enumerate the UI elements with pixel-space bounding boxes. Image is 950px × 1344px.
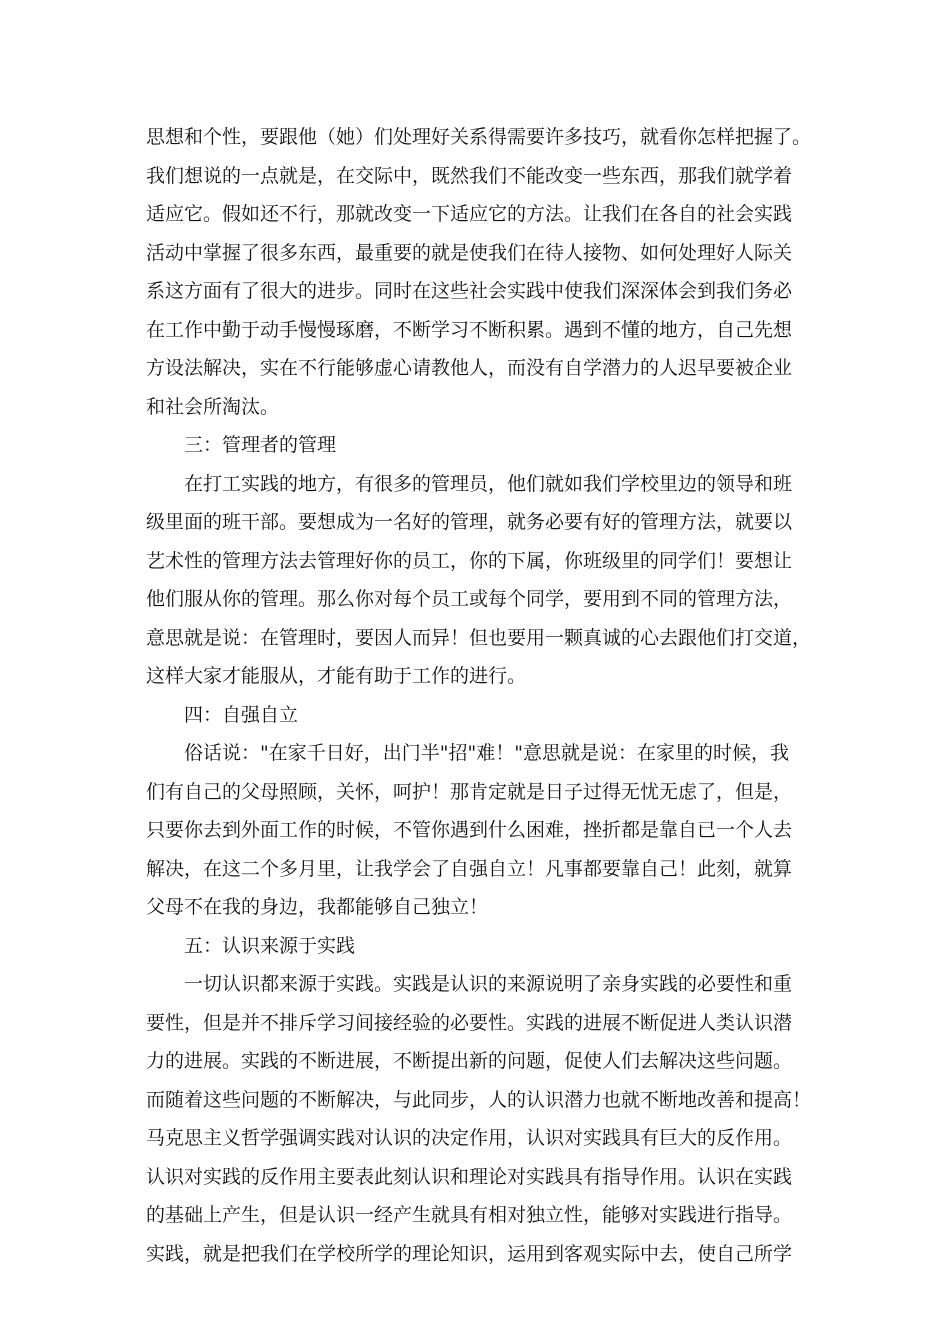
text-line: 他们服从你的管理。那么你对每个员工或每个同学，要用到不同的管理方法， (146, 588, 793, 610)
section-heading: 三：管理者的管理 (184, 434, 337, 456)
section-heading: 五：认识来源于实践 (184, 934, 356, 957)
text-line: 艺术性的管理方法去管理好你的员工，你的下属，你班级里的同学们！要想让 (146, 549, 793, 572)
text-line: 级里面的班干部。要想成为一名好的管理，就务必要有好的管理方法，就要以 (146, 511, 793, 533)
text-line: 活动中掌握了很多东西，最重要的就是使我们在待人接物、如何处理好人际关 (146, 241, 793, 264)
text-line: 解决，在这二个多月里，让我学会了自强自立！凡事都要靠自己！此刻，就算 (146, 857, 793, 880)
text-line: 这样大家才能服从，才能有助于工作的进行。 (146, 665, 527, 687)
text-line: 和社会所淘汰。 (146, 395, 280, 418)
text-line: 父母不在我的身边，我都能够自己独立！ (146, 896, 489, 918)
text-line: 力的进展。实践的不断进展，不断提出新的问题，促使人们去解决这些问题。 (146, 1050, 793, 1072)
document-body (146, 118, 810, 1273)
text-line: 实践，就是把我们在学校所学的理论知识，运用到客观实际中去，使自己所学 (146, 1242, 793, 1265)
text-line: 适应它。假如还不行，那就改变一下适应它的方法。让我们在各自的社会实践 (146, 203, 793, 225)
text-line: 在打工实践的地方，有很多的管理员，他们就如我们学校里边的领导和班 (184, 472, 793, 495)
text-line: 思想和个性，要跟他（她）们处理好关系得需要许多技巧，就看你怎样把握了。 (146, 126, 812, 148)
section-heading: 四：自强自立 (184, 703, 299, 726)
text-line: 我们想说的一点就是，在交际中，既然我们不能改变一些东西，那我们就学着 (146, 164, 793, 187)
text-line: 而随着这些问题的不断解决，与此同步，人的认识潜力也就不断地改善和提高！ (146, 1088, 812, 1111)
text-line: 只要你去到外面工作的时候，不管你遇到什么困难，挫折都是靠自已一个人去 (146, 819, 793, 841)
text-line: 马克思主义哲学强调实践对认识的决定作用，认识对实践具有巨大的反作用。 (146, 1127, 793, 1149)
text-line: 的基础上产生，但是认识一经产生就具有相对独立性，能够对实践进行指导。 (146, 1204, 793, 1226)
text-line: 在工作中勤于动手慢慢琢磨，不断学习不断积累。遇到不懂的地方，自己先想 (146, 318, 793, 341)
text-line: 系这方面有了很大的进步。同时在这些社会实践中使我们深深体会到我们务必 (146, 280, 793, 302)
text-line: 们有自己的父母照顾，关怀，呵护！那肯定就是日子过得无忧无虑了，但是， (146, 780, 793, 803)
text-line: 要性，但是并不排斥学习间接经验的必要性。实践的进展不断促进人类认识潜 (146, 1011, 793, 1034)
text-line: 一切认识都来源于实践。实践是认识的来源说明了亲身实践的必要性和重 (184, 973, 793, 995)
text-line: 俗话说："在家千日好，出门半"招"难！"意思就是说：在家里的时候，我 (184, 742, 789, 764)
text-line: 认识对实践的反作用主要表此刻认识和理论对实践具有指导作用。认识在实践 (146, 1165, 793, 1188)
text-line: 方设法解决，实在不行能够虚心请教他人，而没有自学潜力的人迟早要被企业 (146, 357, 793, 379)
text-line: 意思就是说：在管理时，要因人而异！但也要用一颗真诚的心去跟他们打交道， (146, 626, 812, 649)
